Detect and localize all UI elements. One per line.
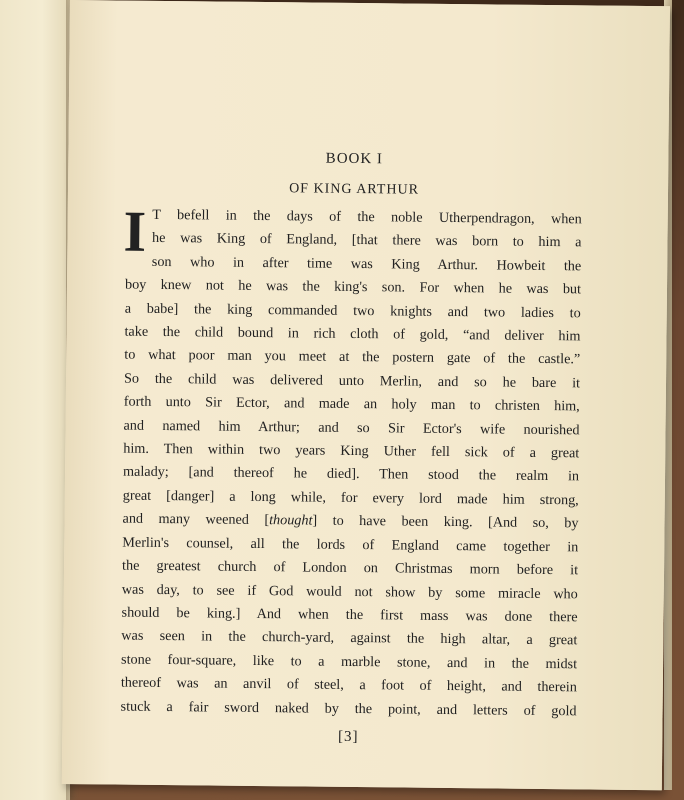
text-line: the greatest church of London on Christmas morn before it — [121, 557, 579, 579]
text-line: Merlin's counsel, all the lords of England came together in — [122, 534, 579, 556]
chapter-heading: OF KING ARTHUR — [289, 181, 420, 198]
page-number: [3] — [337, 728, 359, 745]
text-line: great [danger] a long while, for every lord made him strong, — [122, 487, 579, 509]
text-line: to what poor man you meet at the postern gate of the castle.” — [124, 347, 581, 368]
body-text — [120, 198, 582, 724]
text-line: son who in after time was King Arthur. Howbeit the — [151, 253, 582, 275]
text-line: stone four-square, like to a marble stone, and in the midst — [121, 651, 578, 673]
text-line: So the child was delivered unto Merlin, and so he bare it — [123, 370, 581, 392]
text-line: him. Then within two years King Uther fell sick of a great — [123, 440, 580, 462]
left-page-edge — [0, 0, 70, 800]
italic-line-before: and many weened [ — [122, 510, 270, 529]
italic-word: thought — [269, 512, 313, 529]
text-line: malady; [and thereof he died]. Then stood the realm in — [122, 464, 580, 485]
text-line: boy knew not he was the king's son. For when he was but — [124, 276, 582, 298]
text-line: was day, to see if God would not show by some miracle who — [121, 581, 578, 602]
text-line: T befell in the days of the noble Utherpendragon, when — [152, 206, 582, 228]
drop-cap: I — [123, 198, 147, 264]
text-line: he was King of England, [that there was born to him a — [152, 230, 582, 251]
book-page — [62, 0, 670, 790]
text-line: a babe] the king commanded two knights and two ladies to — [124, 300, 581, 321]
page-content — [120, 149, 582, 749]
text-line: stuck a fair sword naked by the point, and letters of gold — [120, 698, 577, 719]
text-line: thereof was an anvil of steel, a foot of height, and therein — [120, 674, 577, 696]
text-line: forth unto Sir Ector, and made an holy man to christen him, — [123, 393, 580, 415]
italic-line-after: ] to have been king. [And so, by — [312, 512, 579, 532]
text-line: take the child bound in rich cloth of gold, “and deliver him — [124, 323, 581, 345]
text-line: should be king.] And when the first mass was done there — [121, 604, 578, 626]
text-line: was seen in the church-yard, against the high altar, a great — [121, 627, 578, 649]
text-line: and named him Arthur; and so Sir Ector's wife nourished — [123, 417, 580, 439]
book-heading: BOOK I — [325, 150, 384, 168]
